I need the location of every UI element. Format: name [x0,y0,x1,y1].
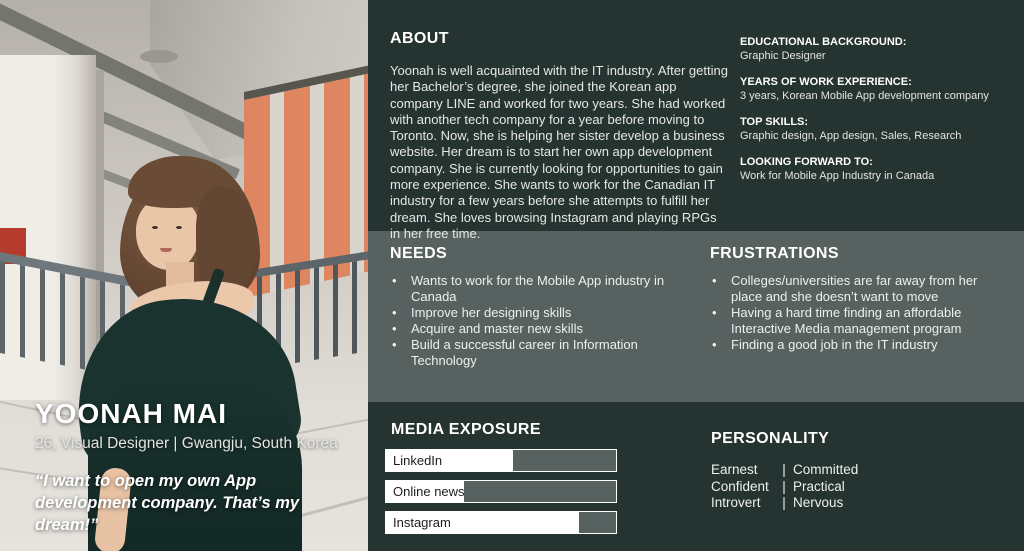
media-bar-fill [386,481,464,502]
frustrations-section [710,245,1010,353]
detail-label: EDUCATIONAL BACKGROUND: [740,36,907,48]
details-section [740,36,1012,196]
frustrations-item: • Having a hard time finding an affordable Interactive Media management program [710,305,1010,337]
trait-divider: | [782,478,786,494]
detail-value: Graphic Designer [740,49,826,62]
frustrations-item: • Colleges/universities are far away from her place and she doesn’t want to move [710,273,1010,305]
detail-value: Graphic design, App design, Sales, Research [740,129,962,142]
needs-section [390,245,686,369]
persona-quote: “I want to open my own App development company. That’s my dream!” [35,472,300,534]
media-exposure-heading: MEDIA EXPOSURE [391,421,541,438]
about-heading: ABOUT [390,30,449,47]
detail-value: 3 years, Korean Mobile App development company [740,89,989,102]
media-exposure-chart [385,449,625,534]
detail-group [740,156,1012,183]
about-text: Yoonah is well acquainted with the IT industry. After getting her Bachelor’s degree, she joined the Korean app company LINE and worked for two years. She had worked with another tech company for a year before moving to Toronto. Now, she is helping her sister develop a business website. Her dream is to start her own app development company. She is currently looking for opportunities to gain more experience. She wants to work for the Canadian IT industry for a few years before she attempts to fulfill her dream. She loves browsing Instagram and playing RPGs in her free time. [390,63,728,241]
trait-right: Nervous [793,495,844,510]
personality-heading: PERSONALITY [711,430,830,447]
detail-label: TOP SKILLS: [740,116,809,128]
needs-item: • Build a successful career in Information Technology [390,337,686,369]
trait-left: Introvert [711,495,761,510]
personality-section [711,430,991,512]
persona-subtitle: 26, Visual Designer | Gwangju, South Korea [35,435,338,452]
trait-right: Committed [793,462,859,477]
detail-label: LOOKING FORWARD TO: [740,156,873,168]
media-bar-fill [386,512,579,533]
detail-group [740,116,1012,143]
persona-photo [0,0,368,551]
detail-label: YEARS OF WORK EXPERIENCE: [740,76,912,88]
detail-group [740,36,1012,63]
media-bar-label: LinkedIn [393,453,443,468]
needs-item: • Acquire and master new skills [390,321,686,337]
trait-row [711,462,991,479]
media-exposure-section [385,421,625,542]
detail-value: Work for Mobile App Industry in Canada [740,169,935,182]
frustrations-list [710,273,1010,353]
media-bar-label: Online news [393,484,465,499]
needs-item: • Wants to work for the Mobile App industry in Canada [390,273,686,305]
trait-row [711,495,991,512]
frustrations-heading: FRUSTRATIONS [710,245,839,262]
needs-item: • Improve her designing skills [390,305,686,321]
trait-row [711,479,991,496]
trait-left: Earnest [711,462,758,477]
media-bar-fill [386,450,513,471]
about-section [390,30,728,242]
needs-heading: NEEDS [390,245,448,262]
media-bar-track [385,511,617,534]
detail-group [740,76,1012,103]
trait-right: Practical [793,478,845,494]
media-bar-track [385,449,617,472]
trait-left: Confident [711,478,769,494]
trait-divider: | [782,495,786,510]
media-bar-track [385,480,617,503]
needs-list [390,273,686,369]
persona-name: YOONAH MAI [35,398,227,429]
trait-divider: | [782,462,786,477]
media-bar-label: Instagram [393,515,451,530]
photo-text-overlay [0,0,368,551]
content-panel [368,0,1024,551]
personality-traits [711,462,991,512]
frustrations-item: • Finding a good job in the IT industry [710,337,1010,353]
